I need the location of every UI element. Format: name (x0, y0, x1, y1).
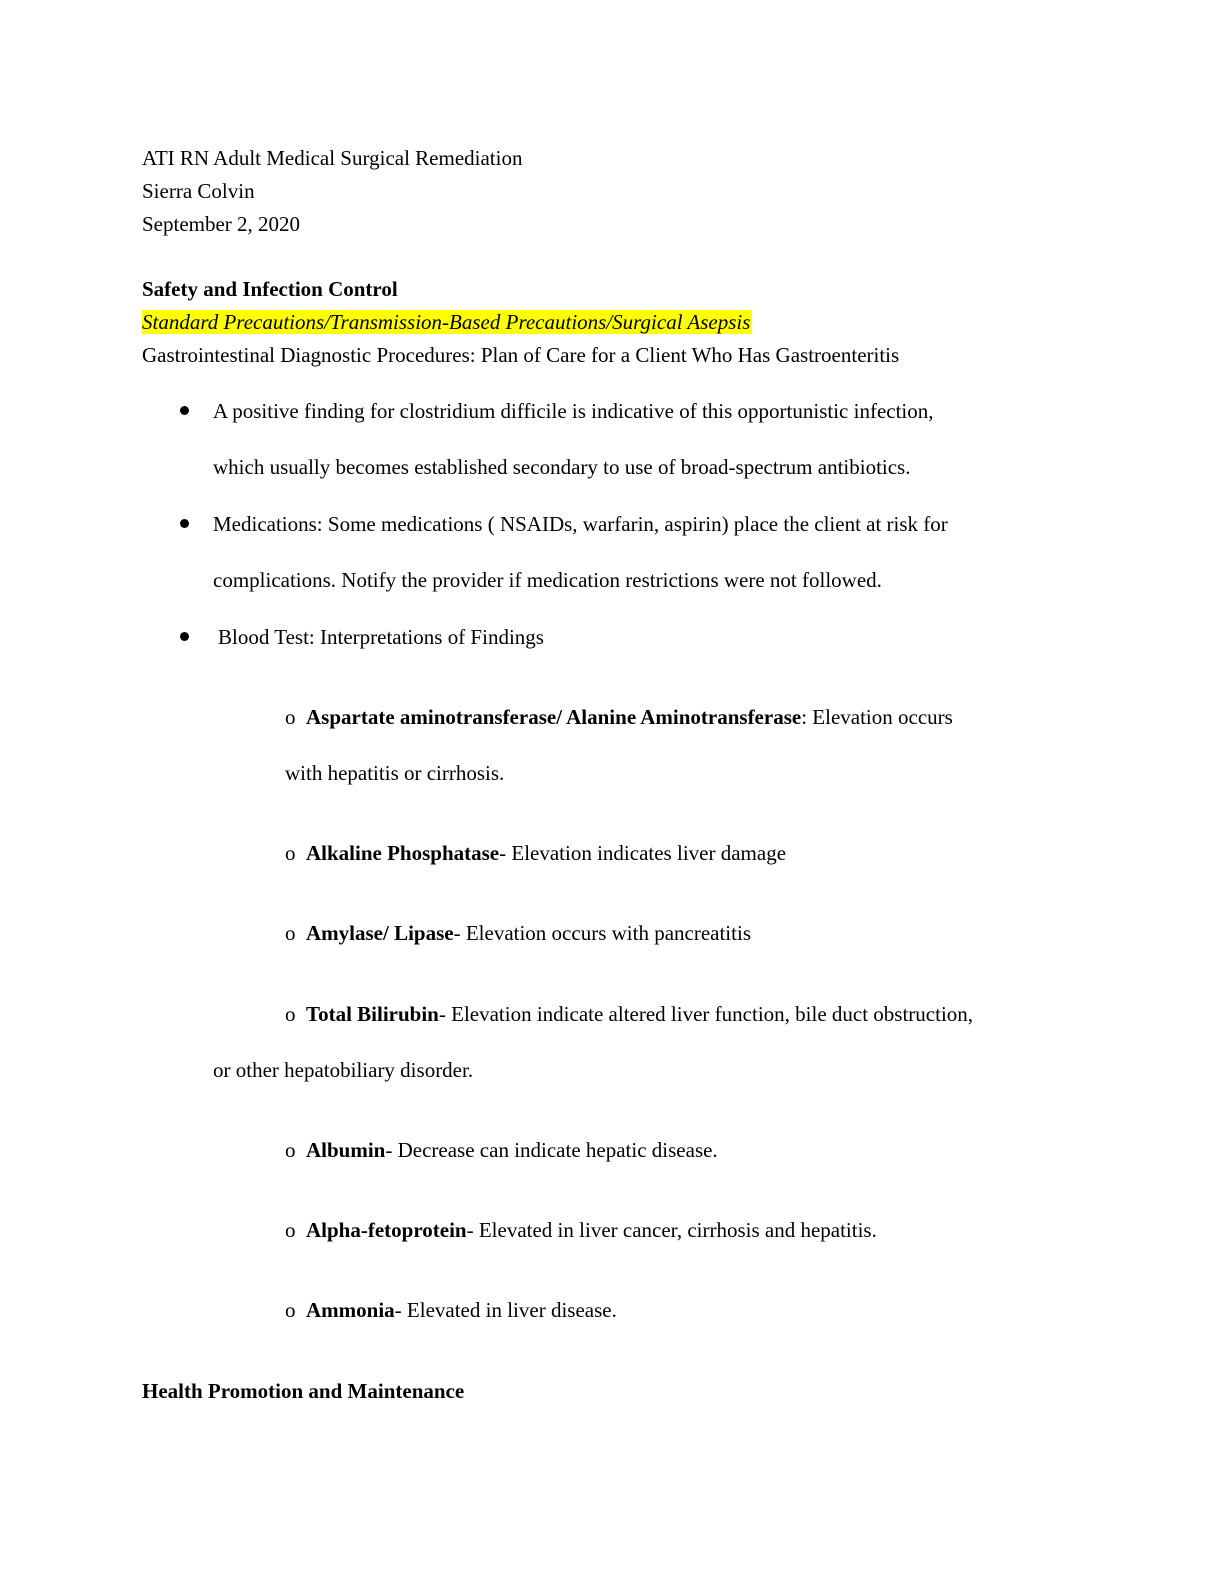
bullet-dot-icon (180, 406, 189, 415)
document-date: September 2, 2020 (142, 212, 301, 236)
finding-text: - Elevation indicate altered liver function, bile duct obstruction, (438, 1002, 974, 1026)
sub-bullet-marker: o (285, 1298, 296, 1322)
finding-text: - Elevation indicates liver damage (499, 841, 787, 865)
finding-total-bilirubin (285, 1001, 973, 1027)
document-title: ATI RN Adult Medical Surgical Remediation (142, 146, 523, 170)
sub-bullet-marker: o (285, 1002, 296, 1026)
finding-term: Albumin (306, 1138, 386, 1162)
finding-text: - Elevated in liver cancer, cirrhosis and hepatitis. (466, 1218, 877, 1242)
section-heading-health-promotion: Health Promotion and Maintenance (142, 1379, 465, 1403)
finding-term: Alkaline Phosphatase (306, 841, 500, 865)
highlighted-subheading: Standard Precautions/Transmission-Based Precautions/Surgical Asepsis (142, 310, 751, 334)
bullet-3-line-1: Blood Test: Interpretations of Findings (218, 625, 544, 649)
finding-term: Amylase/ Lipase (306, 921, 454, 945)
finding-text: : Elevation occurs (801, 705, 953, 729)
sub-bullet-marker: o (285, 841, 296, 865)
bullet-dot-icon (180, 632, 189, 641)
finding-ammonia (285, 1297, 617, 1323)
bullet-1-line-1: A positive finding for clostridium difficile is indicative of this opportunistic infection, (213, 399, 934, 423)
bullet-dot-icon (180, 519, 189, 528)
bullet-2-line-1: Medications: Some medications ( NSAIDs, warfarin, aspirin) place the client at risk for (213, 512, 948, 536)
finding-text: - Elevated in liver disease. (394, 1298, 617, 1322)
finding-alpha-fetoprotein (285, 1217, 877, 1243)
finding-alkaline-phosphatase (285, 840, 786, 866)
finding-amylase-lipase (285, 920, 751, 946)
finding-term: Ammonia (306, 1298, 395, 1322)
finding-term: Total Bilirubin (306, 1002, 439, 1026)
sub-bullet-marker: o (285, 1138, 296, 1162)
finding-total-bilirubin-continuation: or other hepatobiliary disorder. (213, 1058, 474, 1082)
sub-bullet-marker: o (285, 921, 296, 945)
finding-term: Alpha-fetoprotein (306, 1218, 467, 1242)
finding-ast-alt (285, 704, 953, 730)
finding-ast-alt-continuation: with hepatitis or cirrhosis. (285, 761, 505, 785)
bullet-2-line-2: complications. Notify the provider if medication restrictions were not followed. (213, 568, 882, 592)
bullet-1-line-2: which usually becomes established secondary to use of broad-spectrum antibiotics. (213, 455, 911, 479)
topic-line: Gastrointestinal Diagnostic Procedures: Plan of Care for a Client Who Has Gastroenteritis (142, 343, 900, 367)
sub-bullet-marker: o (285, 1218, 296, 1242)
sub-bullet-marker: o (285, 705, 296, 729)
finding-text: - Decrease can indicate hepatic disease. (385, 1138, 718, 1162)
subheading-highlight-wrapper (142, 309, 752, 335)
author-name: Sierra Colvin (142, 179, 255, 203)
section-heading-safety: Safety and Infection Control (142, 277, 398, 301)
finding-term: Aspartate aminotransferase/ Alanine Aminotransferase (306, 705, 802, 729)
finding-text: - Elevation occurs with pancreatitis (453, 921, 751, 945)
finding-albumin (285, 1137, 718, 1163)
